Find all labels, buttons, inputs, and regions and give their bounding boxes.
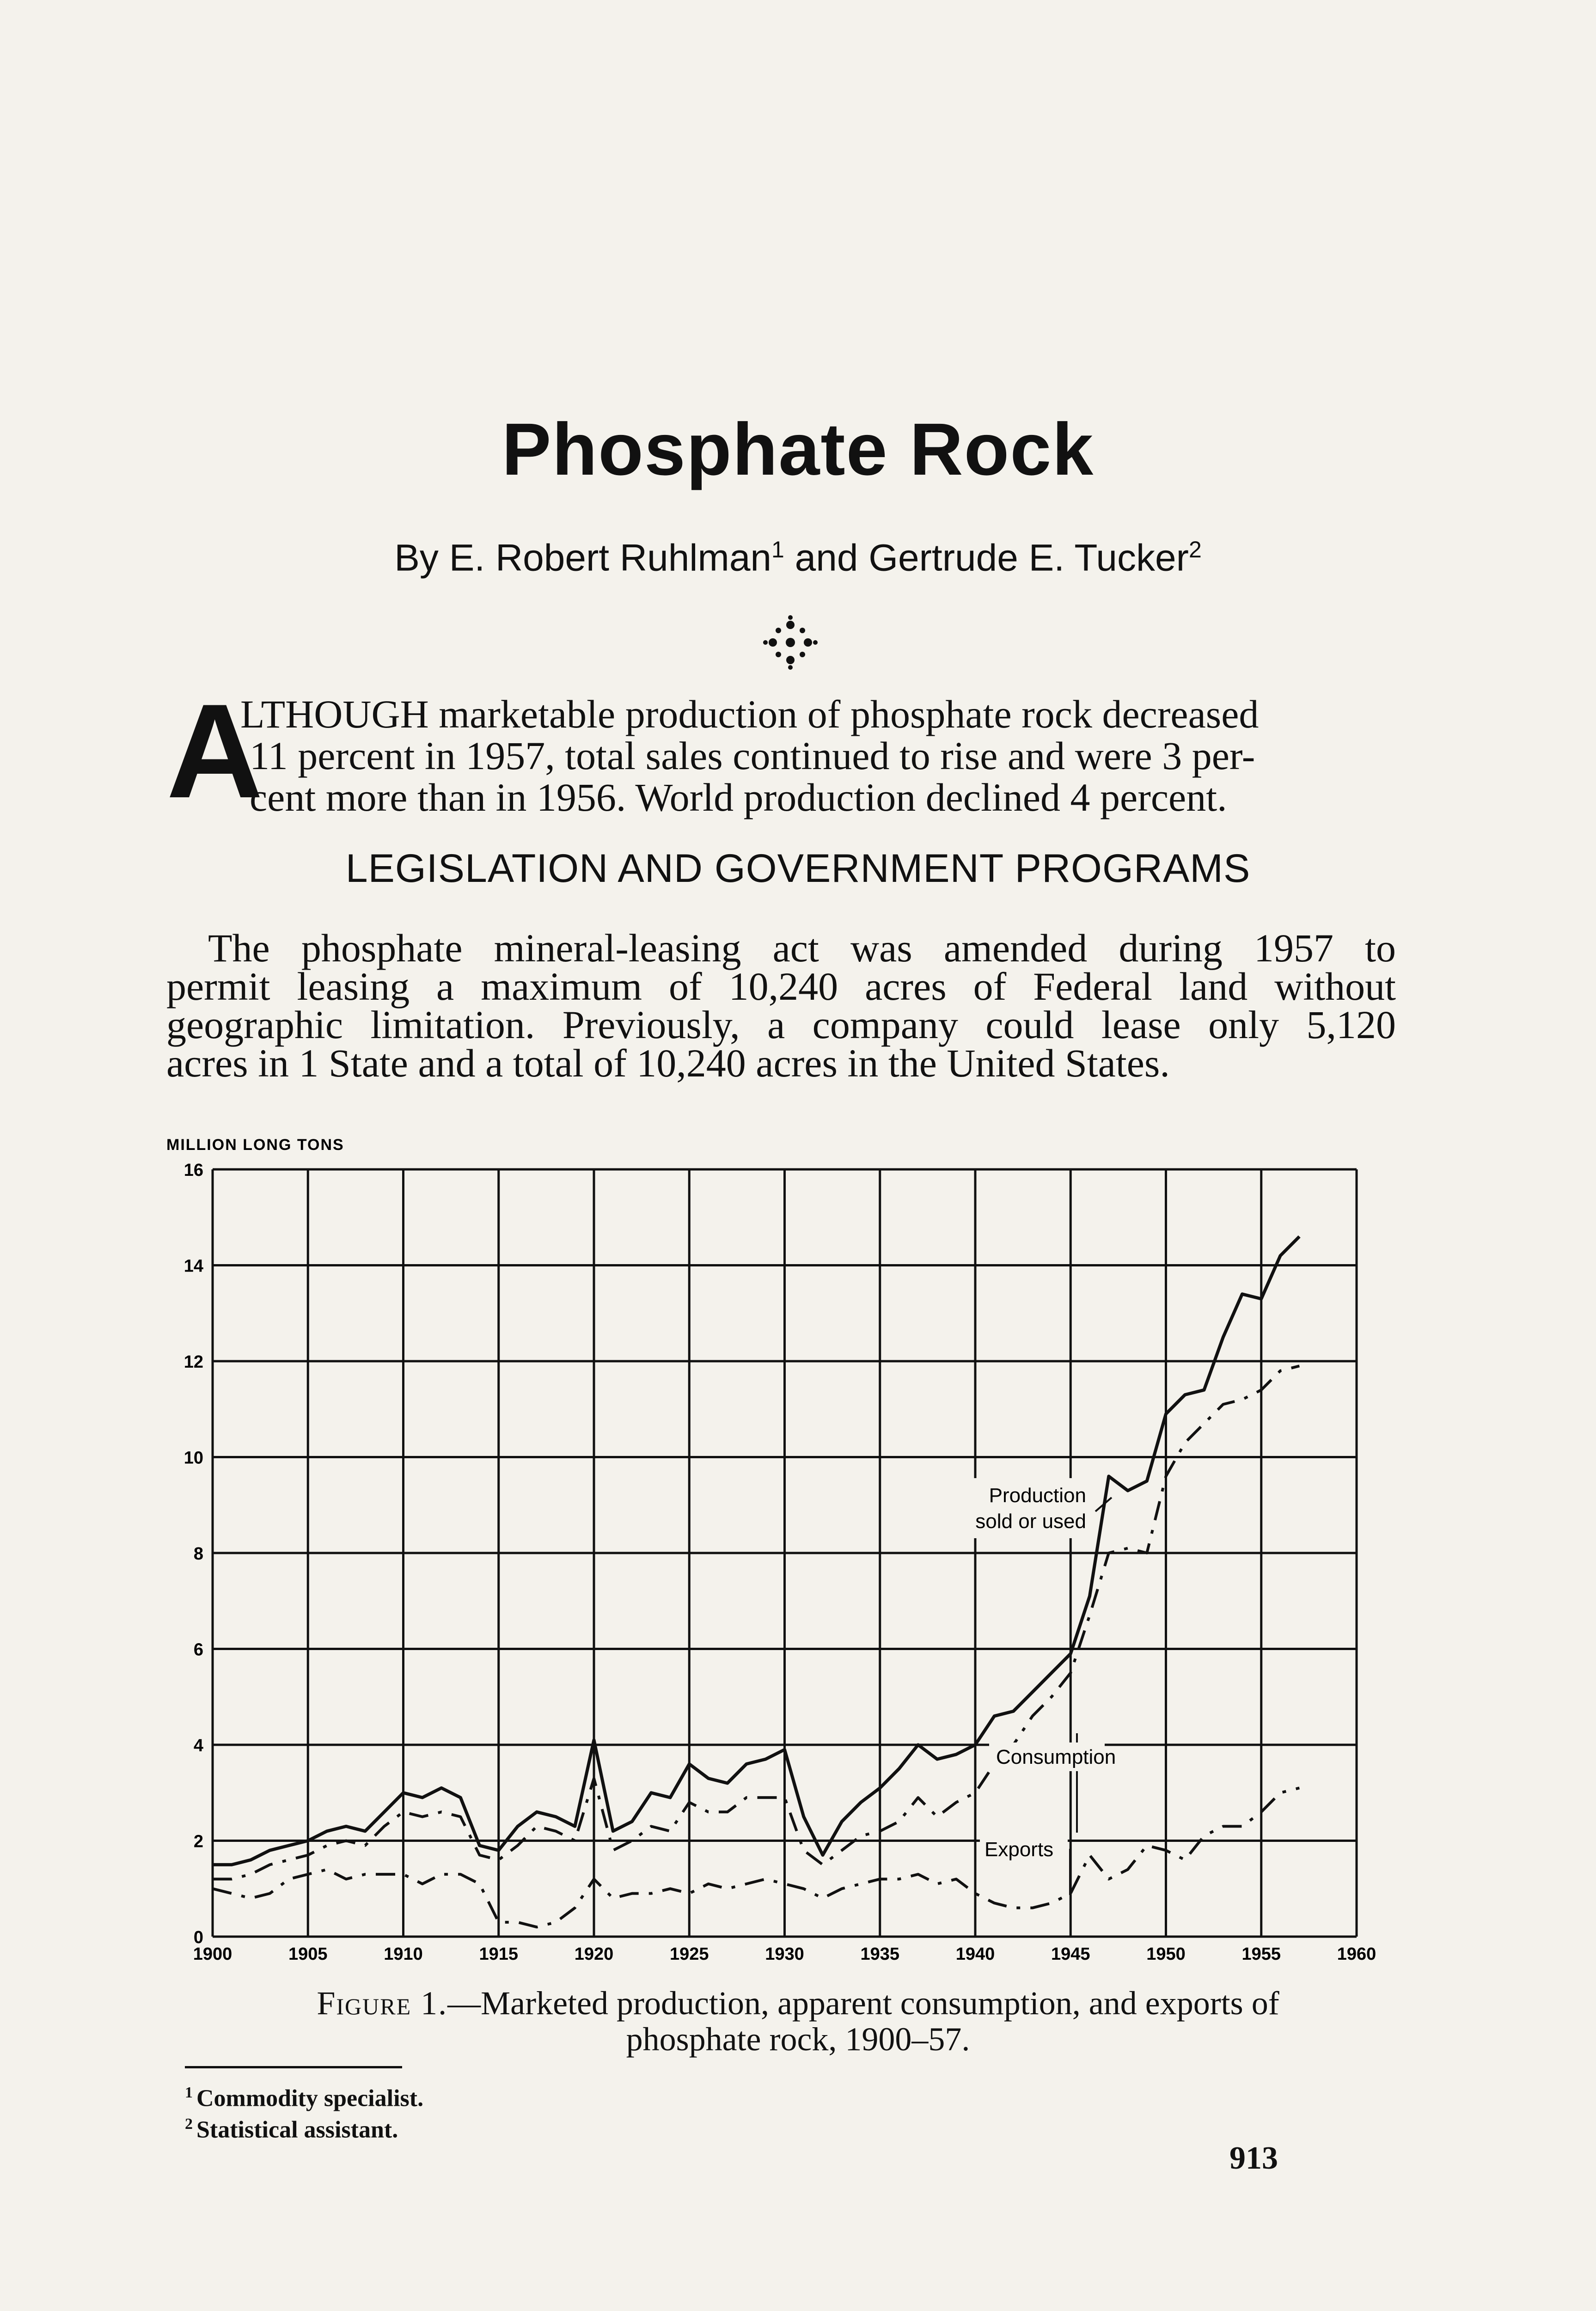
caption-line-2: phosphate rock, 1900–57. [626, 2021, 970, 2058]
page-number: 913 [1229, 2140, 1278, 2176]
footnote-text: Commodity specialist. [196, 2085, 424, 2112]
intro-line: LTHOUGH marketable production of phosphate rock decreased [240, 692, 1259, 736]
y-tick-label: 0 [193, 1928, 203, 1947]
section-heading: LEGISLATION AND GOVERNMENT PROGRAMS [345, 846, 1251, 891]
y-tick-label: 14 [183, 1256, 203, 1276]
footnotes [185, 2080, 423, 2143]
x-tick-label: 1905 [288, 1944, 328, 1964]
x-tick-label: 1900 [193, 1944, 232, 1964]
paragraph-line: acres in 1 State and a total of 10,240 acres in the United States. [166, 1041, 1170, 1085]
y-tick-label: 2 [193, 1832, 203, 1852]
y-tick-label: 12 [183, 1352, 203, 1372]
x-tick-label: 1960 [1337, 1944, 1376, 1964]
footnote [185, 2080, 423, 2111]
annotation-production-line1: Production [989, 1484, 1086, 1507]
footnote-mark-2: 2 [1188, 537, 1202, 562]
series-line-0 [213, 1236, 1299, 1865]
x-tick-label: 1920 [574, 1944, 614, 1964]
figure-caption [0, 1985, 1596, 2057]
y-axis-label: MILLION LONG TONS [166, 1137, 344, 1154]
section-paragraph [166, 926, 1396, 1085]
x-tick-label: 1940 [955, 1944, 995, 1964]
footnote-number: 2 [185, 2115, 193, 2133]
ornament-icon [763, 615, 818, 670]
y-tick-label: 4 [193, 1736, 203, 1755]
footnote-number: 1 [185, 2084, 193, 2101]
footnote [185, 2111, 423, 2143]
y-tick-label: 16 [183, 1161, 203, 1180]
byline-authors-1: By E. Robert Ruhlman [394, 537, 772, 579]
x-tick-label: 1910 [384, 1944, 423, 1964]
y-tick-label: 6 [193, 1640, 203, 1660]
series-line-1 [213, 1366, 1299, 1879]
article-title: Phosphate Rock [501, 408, 1095, 490]
intro-line: cent more than in 1956. World production declined 4 percent. [250, 775, 1227, 819]
caption-line-1: —Marketed production, apparent consumption, and exports of [447, 1985, 1279, 2022]
series-line-2 [213, 1788, 1299, 1927]
x-tick-label: 1915 [479, 1944, 519, 1964]
annotation-consumption: Consumption [996, 1746, 1116, 1768]
x-tick-label: 1925 [669, 1944, 709, 1964]
paragraph-line: The phosphate mineral-leasing act was amended during 1957 to [208, 926, 1396, 970]
footnote-text: Statistical assistant. [196, 2116, 398, 2143]
byline [0, 536, 1596, 580]
footnote-rule [185, 2066, 402, 2068]
y-tick-label: 10 [183, 1448, 203, 1468]
annotation-production-line2: sold or used [975, 1510, 1086, 1533]
y-tick-label: 8 [193, 1544, 203, 1564]
figure-label: Figure 1. [317, 1985, 448, 2022]
annotation-exports: Exports [985, 1838, 1054, 1861]
intro-line: 11 percent in 1957, total sales continued to rise and were 3 per- [250, 734, 1255, 778]
x-tick-label: 1945 [1051, 1944, 1090, 1964]
footnote-mark-1: 1 [771, 537, 784, 562]
x-tick-label: 1930 [765, 1944, 804, 1964]
x-tick-label: 1955 [1241, 1944, 1281, 1964]
phosphate-line-chart [157, 1137, 1424, 1969]
drop-cap: A [166, 676, 263, 826]
x-tick-label: 1950 [1146, 1944, 1186, 1964]
x-tick-label: 1935 [860, 1944, 900, 1964]
paragraph-line: permit leasing a maximum of 10,240 acres of Federal land without [166, 964, 1396, 1009]
paragraph-line: geographic limitation. Previously, a company could lease only 5,120 [166, 1003, 1396, 1047]
byline-authors-2: and Gertrude E. Tucker [784, 537, 1189, 579]
